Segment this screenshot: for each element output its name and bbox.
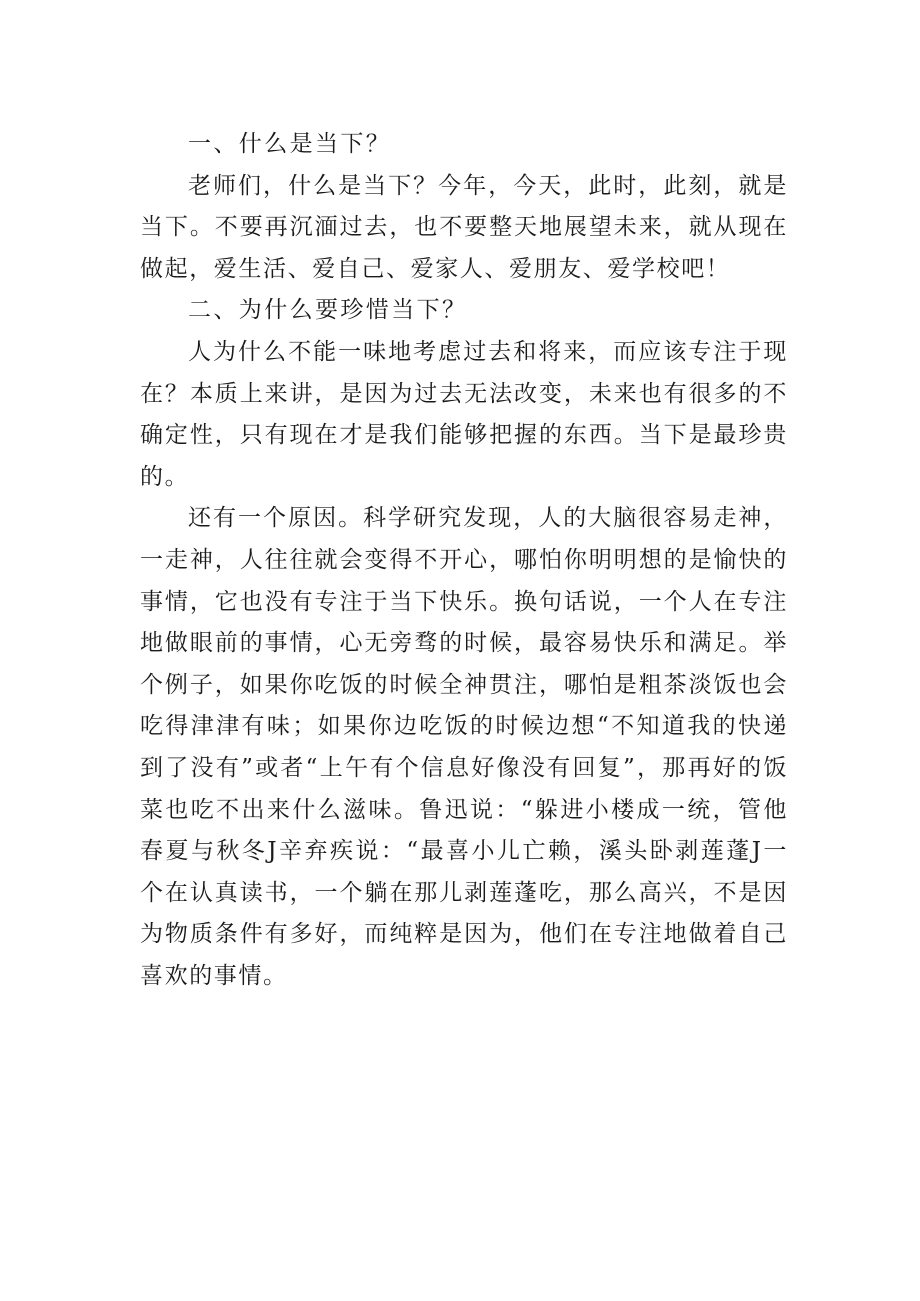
paragraph-another-reason: 还有一个原因。科学研究发现，人的大脑很容易走神，一走神，人往往就会变得不开心，哪怕你明明想的是愉快的事情，它也没有专注于当下快乐。换句话说，一个人在专注地做眼前的事情，心无旁骛的时候，最容易快乐和满足。举个例子，如果你吃饭的时候全神贯注，哪怕是粗茶淡饭也会吃得津津有味；如果你边吃饭的时候边想“不知道我的快递到了没有”或者“上午有个信息好像没有回复”，那再好的饭菜也吃不出来什么滋味。鲁迅说：“躲进小楼成一统，管他春夏与秋冬J辛弃疾说：“最喜小儿亡赖，溪头卧剥莲蓬J一个在认真读书，一个躺在那儿剥莲蓬吃，那么高兴，不是因为物质条件有多好，而纯粹是因为，他们在专注地做着自己喜欢的事情。 bbox=[140, 505, 788, 989]
document-body bbox=[140, 124, 788, 997]
section-heading-what-is-present: 一、什么是当下？ bbox=[188, 131, 392, 157]
paragraph-what-is-present: 老师们，什么是当下？今年，今天，此时，此刻，就是当下。不要再沉湎过去，也不要整天地展望未来，就从现在做起，爱生活、爱自己、爱家人、爱朋友、爱学校吧！ bbox=[140, 172, 788, 282]
paragraph-why-cherish-present: 人为什么不能一味地考虑过去和将来，而应该专注于现在？本质上来讲，是因为过去无法改变，未来也有很多的不确定性，只有现在才是我们能够把握的东西。当下是最珍贵的。 bbox=[140, 338, 788, 490]
section-heading-why-cherish-present: 二、为什么要珍惜当下？ bbox=[188, 297, 468, 324]
